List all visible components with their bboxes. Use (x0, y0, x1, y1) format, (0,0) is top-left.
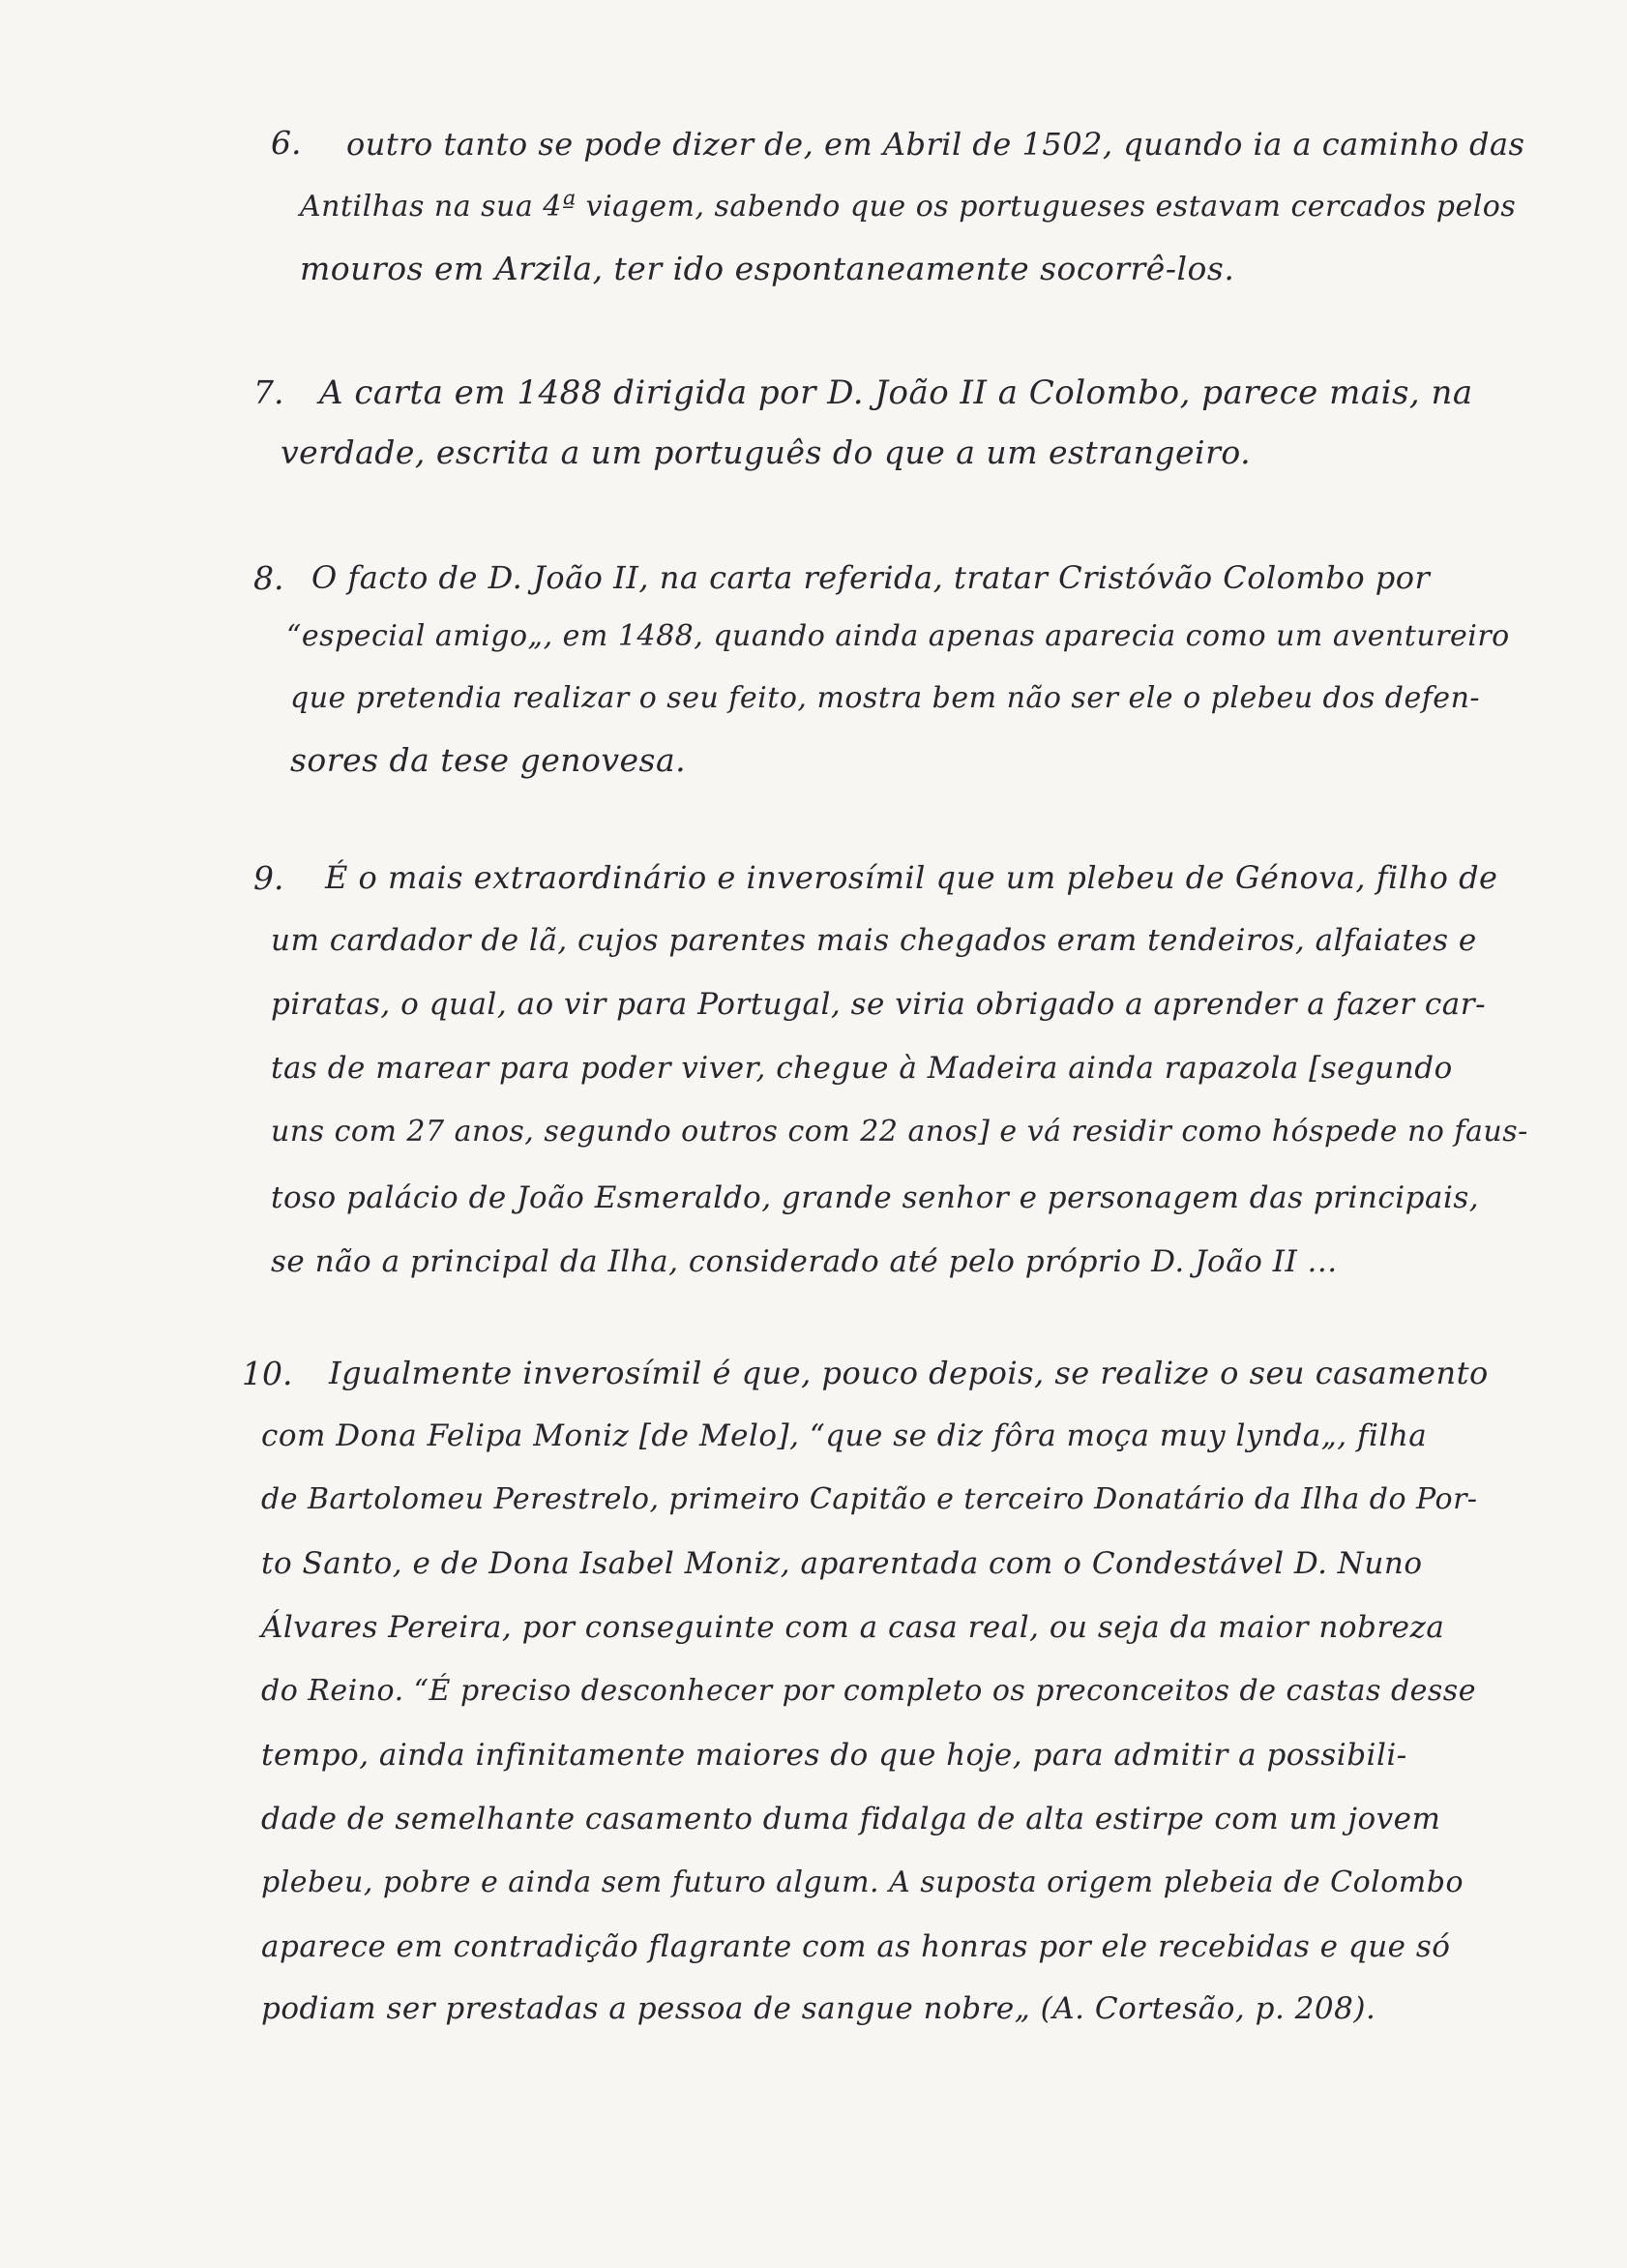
text-line: “especial amigo„, em 1488, quando ainda apenas aparecia como um aventureiro (286, 619, 1510, 653)
text-line: mouros em Arzila, ter ido espontaneamente socorrê-los. (300, 250, 1235, 287)
text-line: É o mais extraordinário e inverosímil que um plebeu de Génova, filho de (325, 859, 1498, 896)
text-line: podiam ser prestadas a pessoa de sangue nobre„ (A. Cortesão, p. 208). (261, 1991, 1376, 2026)
text-line: piratas, o qual, ao vir para Portugal, se viria obrigado a aprender a fazer car- (271, 987, 1487, 1022)
text-line: se não a principal da Ilha, considerado até pelo próprio D. João II ... (271, 1244, 1338, 1279)
text-line: aparece em contradição flagrante com as honras por ele recebidas e que só (261, 1929, 1451, 1964)
item-number: 9. (253, 859, 284, 897)
text-line: de Bartolomeu Perestrelo, primeiro Capitão e terceiro Donatário da Ilha do Por- (261, 1482, 1478, 1516)
text-line: A carta em 1488 dirigida por D. João II a Colombo, parece mais, na (319, 373, 1473, 412)
text-line: um cardador de lã, cujos parentes mais chegados eram tendeiros, alfaiates e (271, 923, 1477, 958)
text-line: Antilhas na sua 4ª viagem, sabendo que os portugueses estavam cercados pelos (300, 190, 1517, 224)
text-line: Álvares Pereira, por conseguinte com a casa real, ou seja da maior nobreza (261, 1610, 1445, 1645)
text-line: com Dona Felipa Moniz [de Melo], “que se diz fôra moça muy lynda„, filha (261, 1418, 1428, 1453)
text-line: plebeu, pobre e ainda sem futuro algum. A suposta origem plebeia de Colombo (261, 1865, 1464, 1899)
text-line: dade de semelhante casamento duma fidalga de alta estirpe com um jovem (261, 1802, 1441, 1836)
item-number: 7. (253, 373, 284, 411)
text-line: uns com 27 anos, segundo outros com 22 anos] e vá residir como hóspede no faus- (271, 1115, 1528, 1149)
item-number: 8. (253, 559, 284, 597)
text-line: Igualmente inverosímil é que, pouco depois, se realize o seu casamento (329, 1355, 1489, 1391)
text-line: toso palácio de João Esmeraldo, grande senhor e personagem das principais, (271, 1180, 1480, 1215)
text-line: tas de marear para poder viver, chegue à Madeira ainda rapazola [segundo (271, 1051, 1453, 1086)
text-line: do Reino. “É preciso desconhecer por completo os preconceitos de castas desse (261, 1674, 1476, 1708)
item-number: 6. (271, 124, 302, 162)
text-line: verdade, escrita a um português do que a um estrangeiro. (281, 433, 1252, 471)
text-line: to Santo, e de Dona Isabel Moniz, aparentada com o Condestável D. Nuno (261, 1546, 1423, 1581)
text-line: O facto de D. João II, na carta referida, tratar Cristóvão Colombo por (311, 559, 1431, 596)
text-line: tempo, ainda infinitamente maiores do que hoje, para admitir a possibili- (261, 1738, 1407, 1773)
item-number: 10. (242, 1355, 293, 1392)
text-line: sores da tese genovesa. (290, 741, 687, 779)
text-line: que pretendia realizar o seu feito, mostra bem não ser ele o plebeu dos defen- (290, 681, 1481, 715)
text-line: outro tanto se pode dizer de, em Abril de 1502, quando ia a caminho das (346, 126, 1525, 163)
